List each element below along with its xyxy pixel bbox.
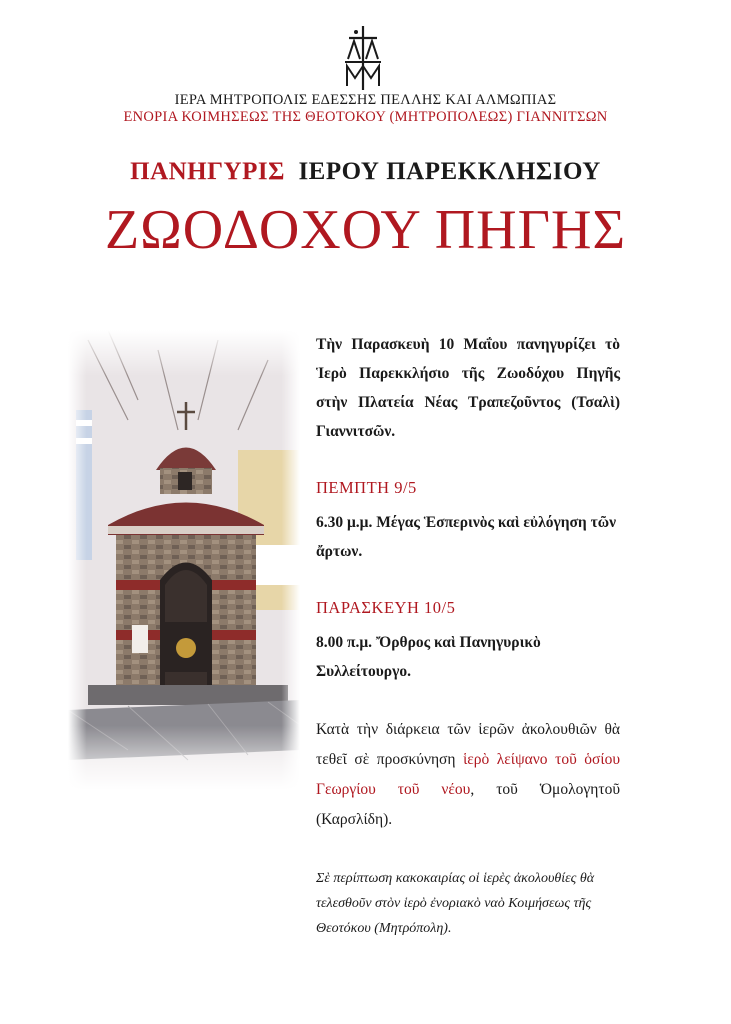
chapel-label: ΙΕΡΟΥ ΠΑΡΕΚΚΛΗΣΙΟΥ bbox=[298, 158, 601, 185]
schedule-event-vespers: 6.30 μ.μ. Μέγας Ἑσπερινὸς καὶ εὐλόγηση τῶν ἄρτων. bbox=[316, 514, 617, 560]
festival-heading bbox=[0, 158, 731, 186]
relic-text-before: Κατὰ τὴν διάρκεια τῶν ἱερῶν ἀκολουθιῶν θὰ τεθεῖ σὲ προσκύνηση bbox=[316, 721, 620, 768]
chapel-photo bbox=[68, 330, 300, 790]
chapel-name-title: ΖΩΟΔΟΧΟΥ ΠΗΓΗΣ bbox=[104, 199, 627, 261]
parish-name: ΕΝΟΡΙΑ ΚΟΙΜΗΣΕΩΣ ΤΗΣ ΘΕΟΤΟΚΟΥ (ΜΗΤΡΟΠΟΛΕΩΣ) ΓΙΑΝΝΙΤΣΩΝ bbox=[123, 109, 608, 125]
metropolis-name: ΙΕΡΑ ΜΗΤΡΟΠΟΛΙΣ ΕΔΕΣΣΗΣ ΠΕΛΛΗΣ ΚΑΙ ΑΛΜΩΠΙΑΣ bbox=[174, 92, 557, 108]
schedule-day-friday: ΠΑΡΑΣΚΕΥΗ 10/5 bbox=[316, 598, 456, 617]
weather-note: Σὲ περίπτωση κακοκαιρίας οἱ ἱερὲς ἀκολουθίες θὰ τελεσθοῦν στὸν ἱερὸ ἐνοριακὸ ναὸ Κοιμήσεως τῆς Θεοτόκου (Μητρόπολη). bbox=[316, 871, 595, 936]
intro-paragraph: Τὴν Παρασκευὴ 10 Μαΐου πανηγυρίζει τὸ Ἱερὸ Παρεκκλήσιο τῆς Ζωοδόχου Πηγῆς στὴν Πλατεία Νέας Τραπεζοῦντος (Τσαλὶ) Γιαννιτσῶν. bbox=[316, 336, 620, 440]
schedule-day-thursday: ΠΕΜΠΤΗ 9/5 bbox=[316, 478, 417, 497]
relic-text-after: , τοῦ Ὁμολογητοῦ (Καρσλίδη). bbox=[316, 781, 620, 828]
relic-paragraph bbox=[316, 715, 620, 835]
church-monogram-logo bbox=[338, 26, 388, 90]
relic-highlight: ἱερὸ λείψανο τοῦ ὁσίου Γεωργίου τοῦ νέου bbox=[316, 751, 621, 798]
schedule-event-liturgy: 8.00 π.μ. Ὄρθρος καὶ Πανηγυρικὸ Συλλείτουργο. bbox=[316, 634, 541, 680]
festival-label: ΠΑΝΗΓΥΡΙΣ bbox=[130, 158, 285, 185]
